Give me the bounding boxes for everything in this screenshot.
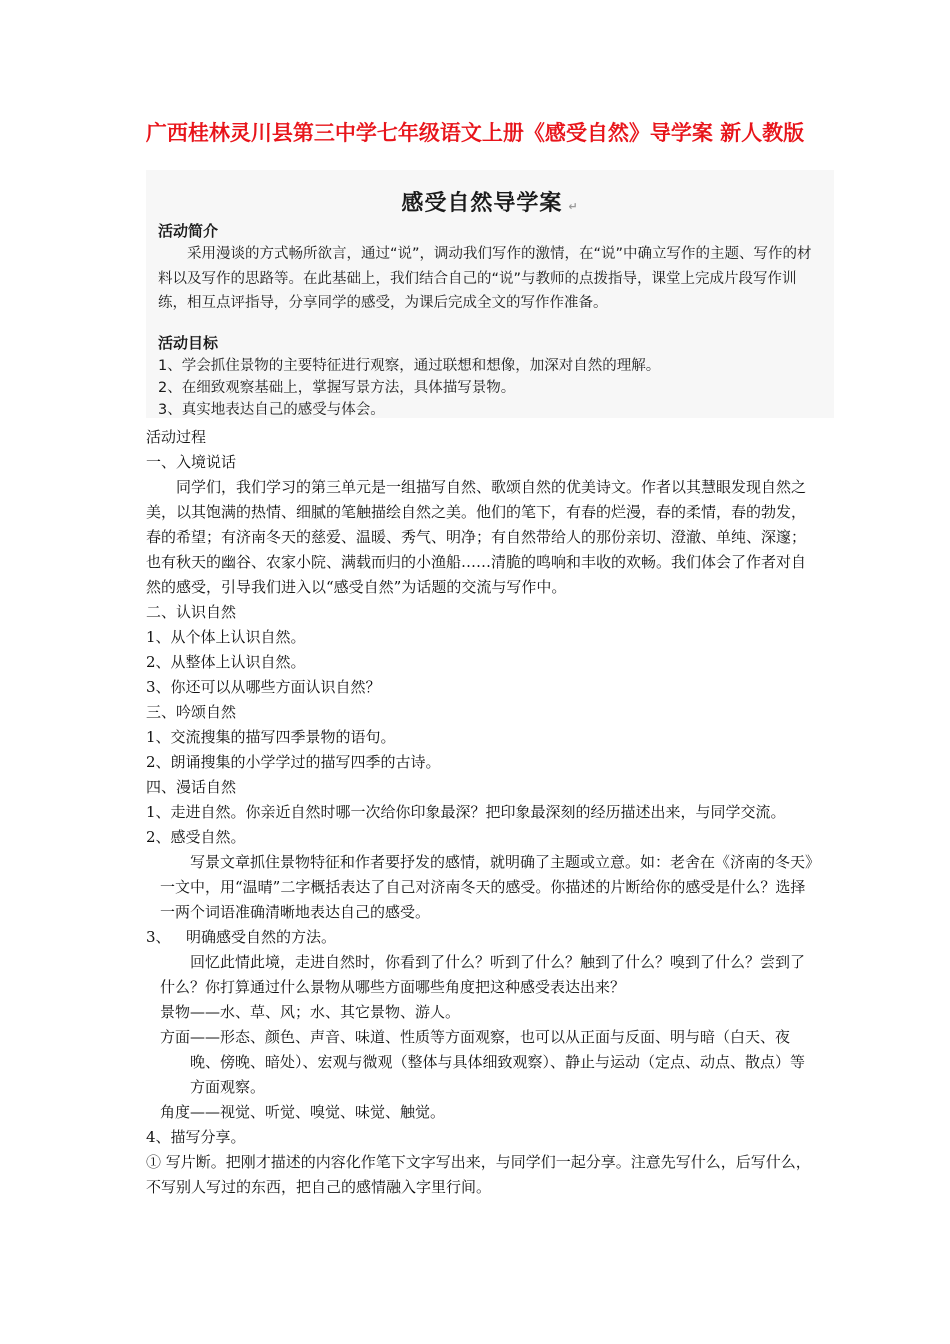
list-item: 3、 明确感受自然的方法。: [146, 928, 337, 946]
paragraph: 景物——水、草、风；水、其它景物、游人。: [160, 1003, 461, 1021]
document-body: [146, 425, 818, 1200]
section-heading: 二、认识自然: [146, 603, 237, 621]
paragraph: 方面——形态、颜色、声音、味道、性质等方面观察，也可以从正面与反面、明与暗（白天、夜晚、傍晚、暗处）、宏观与微观（整体与具体细致观察）、静止与运动（定点、动点、散点）等方面观察。: [160, 1028, 806, 1096]
list-item: 1、走进自然。你亲近自然时哪一次给你印象最深？把印象最深刻的经历描述出来，与同学交流。: [146, 803, 786, 821]
goal-item: 1、学会抓住景物的主要特征进行观察，通过联想和想像，加深对自然的理解。: [158, 358, 661, 374]
list-item: 2、从整体上认识自然。: [146, 653, 306, 671]
paragraph: ① 写片断。把刚才描述的内容化作笔下文字写出来，与同学们一起分享。注意先写什么，后写什么，不写别人写过的东西，把自己的感情融入字里行间。: [146, 1153, 811, 1196]
list-item: 3、你还可以从哪些方面认识自然？: [146, 678, 381, 696]
document-title: 广西桂林灵川县第三中学七年级语文上册《感受自然》导学案 新人教版: [145, 121, 805, 145]
section-heading: 四、漫话自然: [146, 778, 237, 796]
list-item: 1、从个体上认识自然。: [146, 628, 306, 646]
list-item: 2、感受自然。: [146, 828, 246, 846]
paragraph: 角度——视觉、听觉、嗅觉、味觉、触觉。: [160, 1103, 446, 1121]
list-item: 1、交流搜集的描写四季景物的语句。: [146, 728, 396, 746]
goals-label: 活动目标: [158, 334, 219, 352]
list-item: 2、朗诵搜集的小学学过的描写四季的古诗。: [146, 753, 441, 771]
section-heading: 活动过程: [146, 428, 207, 446]
paragraph: 写景文章抓住景物特征和作者要抒发的感情，就明确了主题或立意。如：老舍在《济南的冬天》一文中，用“温晴”二字概括表达了自己对济南冬天的感受。你描述的片断给你的感受是什么？选择一两个词语准确清晰地表达自己的感受。: [160, 853, 813, 921]
list-item: 4、描写分享。: [146, 1128, 246, 1146]
paragraph-mark-icon: ↵: [568, 200, 579, 213]
paragraph: 回忆此情此境，走进自然时，你看到了什么？听到了什么？触到了什么？嗅到了什么？尝到了什么？你打算通过什么景物从哪些方面哪些角度把这种感受表达出来？: [160, 953, 806, 996]
section-heading: 一、入境说话: [146, 453, 237, 471]
scan-heading: 感受自然导学案 ↵: [401, 191, 579, 216]
intro-label: 活动简介: [158, 222, 219, 240]
goal-item: 3、真实地表达自己的感受与体会。: [158, 402, 385, 418]
goal-item: 2、在细致观察基础上，掌握写景方法，具体描写景物。: [158, 380, 516, 396]
scanned-header-image: [146, 170, 834, 418]
paragraph: 同学们，我们学习的第三单元是一组描写自然、歌颂自然的优美诗文。作者以其慧眼发现自然之美，以其饱满的热情、细腻的笔触描绘自然之美。他们的笔下，有春的烂漫，春的柔情，春的勃发，春的希望；有济南冬天的慈爱、温暖、秀气、明净；有自然带给人的那份亲切、澄澈、单纯、深邃；也有秋天的幽谷、农家小院、满载而归的小渔船……清脆的鸣响和丰收的欢畅。我们体会了作者对自然的感受，引导我们进入以“感受自然”为话题的交流与写作中。: [146, 478, 807, 596]
section-heading: 三、吟颂自然: [146, 703, 237, 721]
intro-text: 采用漫谈的方式畅所欲言，通过“说”，调动我们写作的激情，在“说”中确立写作的主题、写作的材料以及写作的思路等。在此基础上，我们结合自己的“说”与教师的点拨指导，课堂上完成片段写作训练，相互点评指导，分享同学的感受，为课后完成全文的写作作准备。: [158, 246, 812, 311]
